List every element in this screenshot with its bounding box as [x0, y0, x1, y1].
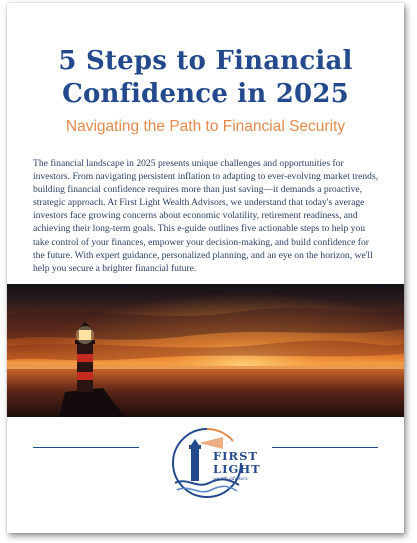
- intro-paragraph: The financial landscape in 2025 presents unique challenges and opportunities for investors. From navigating persistent inflation to adapting to ever-evolving market trends, building financial confidence requires more than just saving—it demands a proactive, strategic approach. At First Light Wealth Advisors, we understand that today's average investors face growing concerns about economic volatility, retirement readiness, and achieving their long-term goals. This e-guide outlines five actionable steps to help you take control of your finances, empower your decision-making, and build confidence for the future. With expert guidance, personalized planning, and an eye on the horizon, we'll help you secure a brighter financial future.: [33, 158, 379, 274]
- cover-title: [7, 45, 404, 111]
- divider-right: [272, 447, 378, 448]
- logo-tagline: wealth advisors: [213, 476, 248, 482]
- logo-word-light: LIGHT: [213, 462, 261, 476]
- lighthouse-illustration: [7, 284, 404, 417]
- title-line-1: 5 Steps to Financial: [58, 46, 353, 76]
- divider-left: [33, 447, 139, 448]
- title-line-2: Confidence in 2025: [62, 79, 349, 109]
- cover-subtitle: Navigating the Path to Financial Security: [65, 118, 346, 135]
- ebook-cover-page: [7, 3, 404, 533]
- logo-word-first: FIRST: [213, 449, 258, 463]
- lighthouse-sunset-image: [7, 284, 404, 417]
